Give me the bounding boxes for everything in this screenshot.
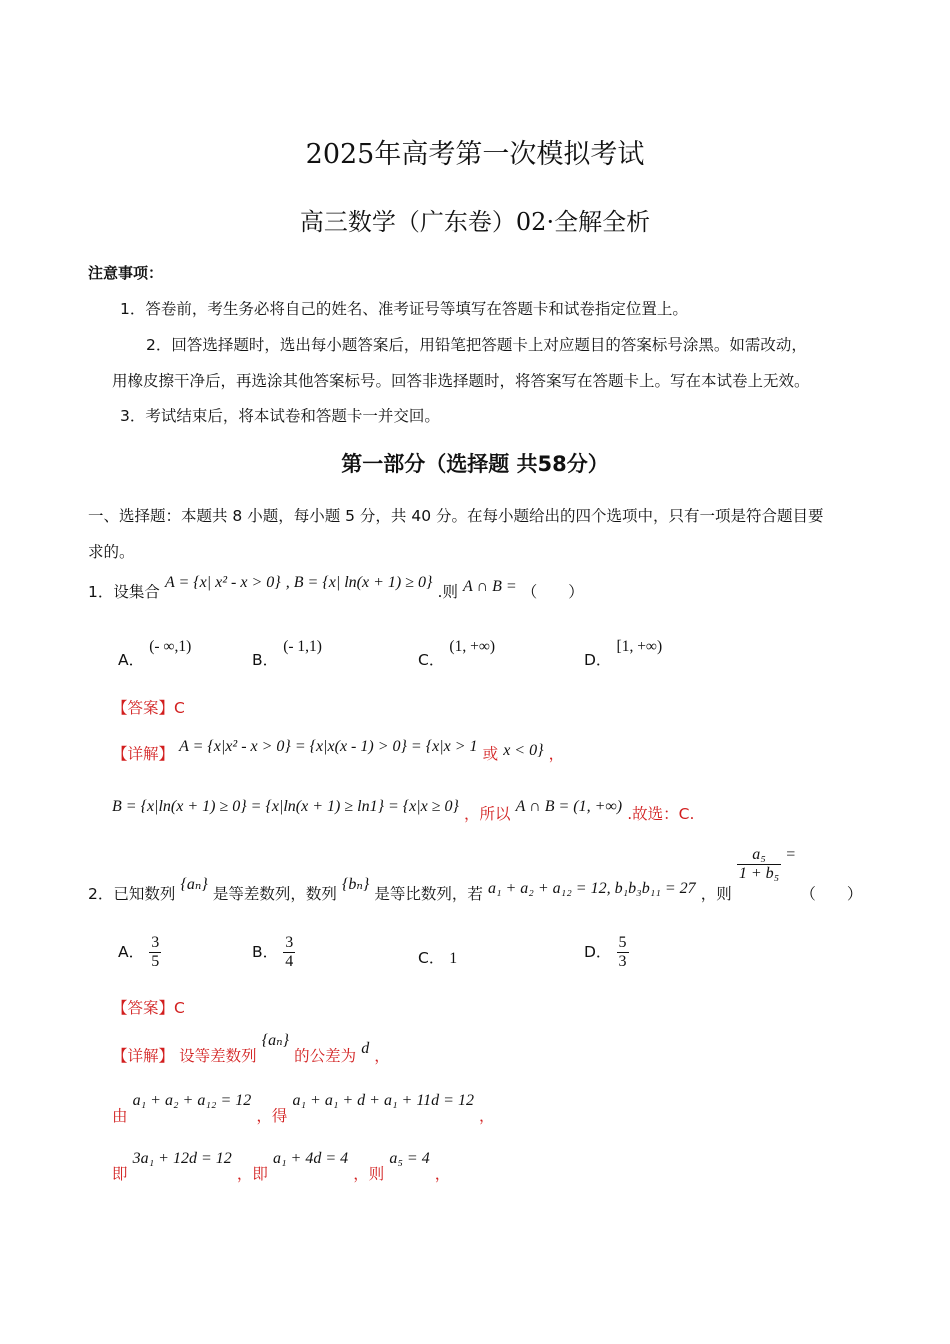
q2-mid3: ，则 — [700, 885, 732, 903]
q2-l3-pre: 即 — [112, 1165, 128, 1183]
q2-detail-line-1 — [112, 1028, 390, 1065]
q2-option-d-den: 3 — [618, 953, 627, 970]
q1-set-a: A = {x| x² - x > 0} — [164, 574, 281, 591]
q2-detail-line-3 — [112, 1146, 451, 1183]
q2-detail-text: 设等差数列 — [179, 1047, 257, 1065]
section-intro-a: 一、选择题：本题共 8 小题，每小题 5 分，共 40 分。在每小题给出的四个选项中，只有一项是符合题目要 — [88, 507, 824, 525]
q2-prefix: 2．已知数列 — [88, 885, 176, 903]
q1-option-d-value: [1, +∞) — [616, 638, 663, 655]
q1-detail-line-1 — [112, 738, 565, 764]
q2-option-a[interactable] — [118, 934, 161, 971]
q2-fraction — [737, 846, 781, 883]
notice-item-2b: 用橡皮擦干净后，再选涂其他答案标号。回答非选择题时，将答案写在答题卡上。写在本试卷上无效。 — [112, 372, 810, 390]
q2-l3-b: a₁ + 4d = 4 — [272, 1150, 349, 1167]
q2-bn: {bₙ} — [341, 876, 370, 893]
q2-fraction-num: a₅ — [737, 846, 781, 865]
q1-detail-1: A = {x|x² - x > 0} = {x|x(x - 1) > 0} = {x|x > 1 — [179, 738, 478, 755]
page-subtitle: 高三数学（广东卷）02·全解全析 — [299, 208, 651, 236]
q2-option-a-frac — [149, 934, 161, 971]
q2-option-b-num: 3 — [285, 934, 294, 951]
q1-option-a[interactable] — [118, 638, 192, 670]
q2-option-c-label: C． — [418, 949, 445, 967]
q2-option-b-frac — [283, 934, 295, 971]
q2-an: {aₙ} — [180, 876, 208, 893]
q2-l3-end: ， — [434, 1165, 451, 1183]
notice-heading: 注意事项： — [88, 264, 164, 282]
q2-l3-a: 3a₁ + 12d = 12 — [132, 1150, 232, 1167]
q2-option-c-value: 1 — [449, 950, 458, 967]
q2-option-a-den: 5 — [151, 953, 160, 970]
q2-option-c[interactable] — [418, 946, 457, 968]
q2-mid2: 是等比数列，若 — [374, 885, 483, 903]
q2-l2-b: a₁ + a₁ + d + a₁ + 11d = 12 — [292, 1092, 474, 1109]
q1-option-a-value: (- ∞,1) — [149, 638, 192, 655]
q2-option-b-den: 4 — [285, 953, 294, 970]
notice-item-1: 1．答卷前，考生务必将自己的姓名、准考证号等填写在答题卡和试卷指定位置上。 — [120, 300, 688, 318]
q1-option-c-value: (1, +∞) — [449, 638, 496, 655]
q2-detail-label: 【详解】 — [112, 1047, 175, 1065]
q2-detail-an: {aₙ} — [261, 1032, 289, 1049]
q2-condition: a₁ + a₂ + a₁₂ = 12, b₁b₃b₁₁ = 27 — [487, 880, 696, 897]
q2-fraction-den: 1 + b₅ — [738, 865, 780, 882]
q1-detail-result: A ∩ B = (1, +∞) — [515, 798, 623, 815]
q2-option-d-num: 5 — [618, 934, 627, 951]
q1-option-c[interactable] — [418, 638, 496, 670]
q2-option-d[interactable] — [584, 934, 629, 971]
section-intro-b: 求的。 — [88, 543, 135, 561]
page-title: 2025年高考第一次模拟考试 — [305, 139, 645, 170]
q1-set-b: , B = {x| ln(x + 1) ≥ 0} — [285, 574, 433, 591]
q1-detail-comma: ， — [548, 745, 565, 763]
q1-option-d[interactable] — [584, 638, 663, 670]
q1-option-d-label: D． — [584, 651, 612, 669]
q2-detail-d: d — [361, 1040, 370, 1057]
q1-option-c-label: C． — [418, 651, 445, 669]
q2-option-b[interactable] — [252, 934, 295, 971]
q2-l3-c: a₅ = 4 — [389, 1150, 430, 1167]
q1-prefix: 1．设集合 — [88, 583, 160, 601]
q2-option-d-frac — [617, 934, 629, 971]
q2-option-b-label: B． — [252, 943, 279, 961]
q1-detail-end: .故选：C. — [627, 805, 695, 823]
q1-detail-2: B = {x|ln(x + 1) ≥ 0} = {x|ln(x + 1) ≥ ln1} = {x|x ≥ 0} — [112, 798, 459, 815]
q2-l2-end: ， — [479, 1107, 495, 1125]
q1-option-b[interactable] — [252, 638, 322, 670]
q1-answer: 【答案】C — [112, 699, 185, 717]
notice-item-2a: 2．回答选择题时，选出每小题答案后，用铅笔把答题卡上对应题目的答案标号涂黑。如需改动， — [146, 336, 807, 354]
q2-answer: 【答案】C — [112, 999, 185, 1017]
section-title: 第一部分（选择题 共58分） — [341, 452, 609, 476]
q2-l2-pre: 由 — [112, 1107, 128, 1125]
q2-option-a-label: A． — [118, 943, 145, 961]
q2-l3-mid2: ，则 — [353, 1165, 385, 1183]
q2-detail-comma: ， — [374, 1047, 390, 1065]
q2-l3-mid: ，即 — [236, 1165, 268, 1183]
question-1-stem — [88, 574, 584, 602]
q2-option-a-num: 3 — [151, 934, 160, 951]
q1-expr: A ∩ B = — [463, 578, 517, 595]
q1-paren: （ ） — [521, 583, 584, 601]
q2-l2-mid: ，得 — [256, 1107, 288, 1125]
q1-option-a-label: A． — [118, 651, 145, 669]
q2-mid1: 是等差数列，数列 — [212, 885, 337, 903]
q1-detail-or: 或 — [482, 745, 499, 763]
q1-option-b-label: B． — [252, 651, 279, 669]
notice-item-3: 3．考试结束后，将本试卷和答题卡一并交回。 — [120, 407, 440, 425]
q1-option-b-value: (- 1,1) — [283, 638, 322, 655]
q1-detail-line-2 — [112, 794, 695, 823]
q1-tail: .则 — [437, 583, 458, 601]
q1-detail-1-end: x < 0} — [503, 742, 544, 759]
question-2-stem — [88, 846, 863, 903]
q2-l2-a: a₁ + a₂ + a₁₂ = 12 — [132, 1092, 252, 1109]
q1-detail-label: 【详解】 — [112, 745, 175, 763]
q2-paren: （ ） — [800, 885, 863, 903]
q2-detail-line-2 — [112, 1088, 495, 1125]
q2-detail-text2: 的公差为 — [294, 1047, 357, 1065]
q1-detail-so: ，所以 — [464, 805, 511, 823]
q2-option-d-label: D． — [584, 943, 612, 961]
q2-equals: = — [786, 846, 796, 863]
